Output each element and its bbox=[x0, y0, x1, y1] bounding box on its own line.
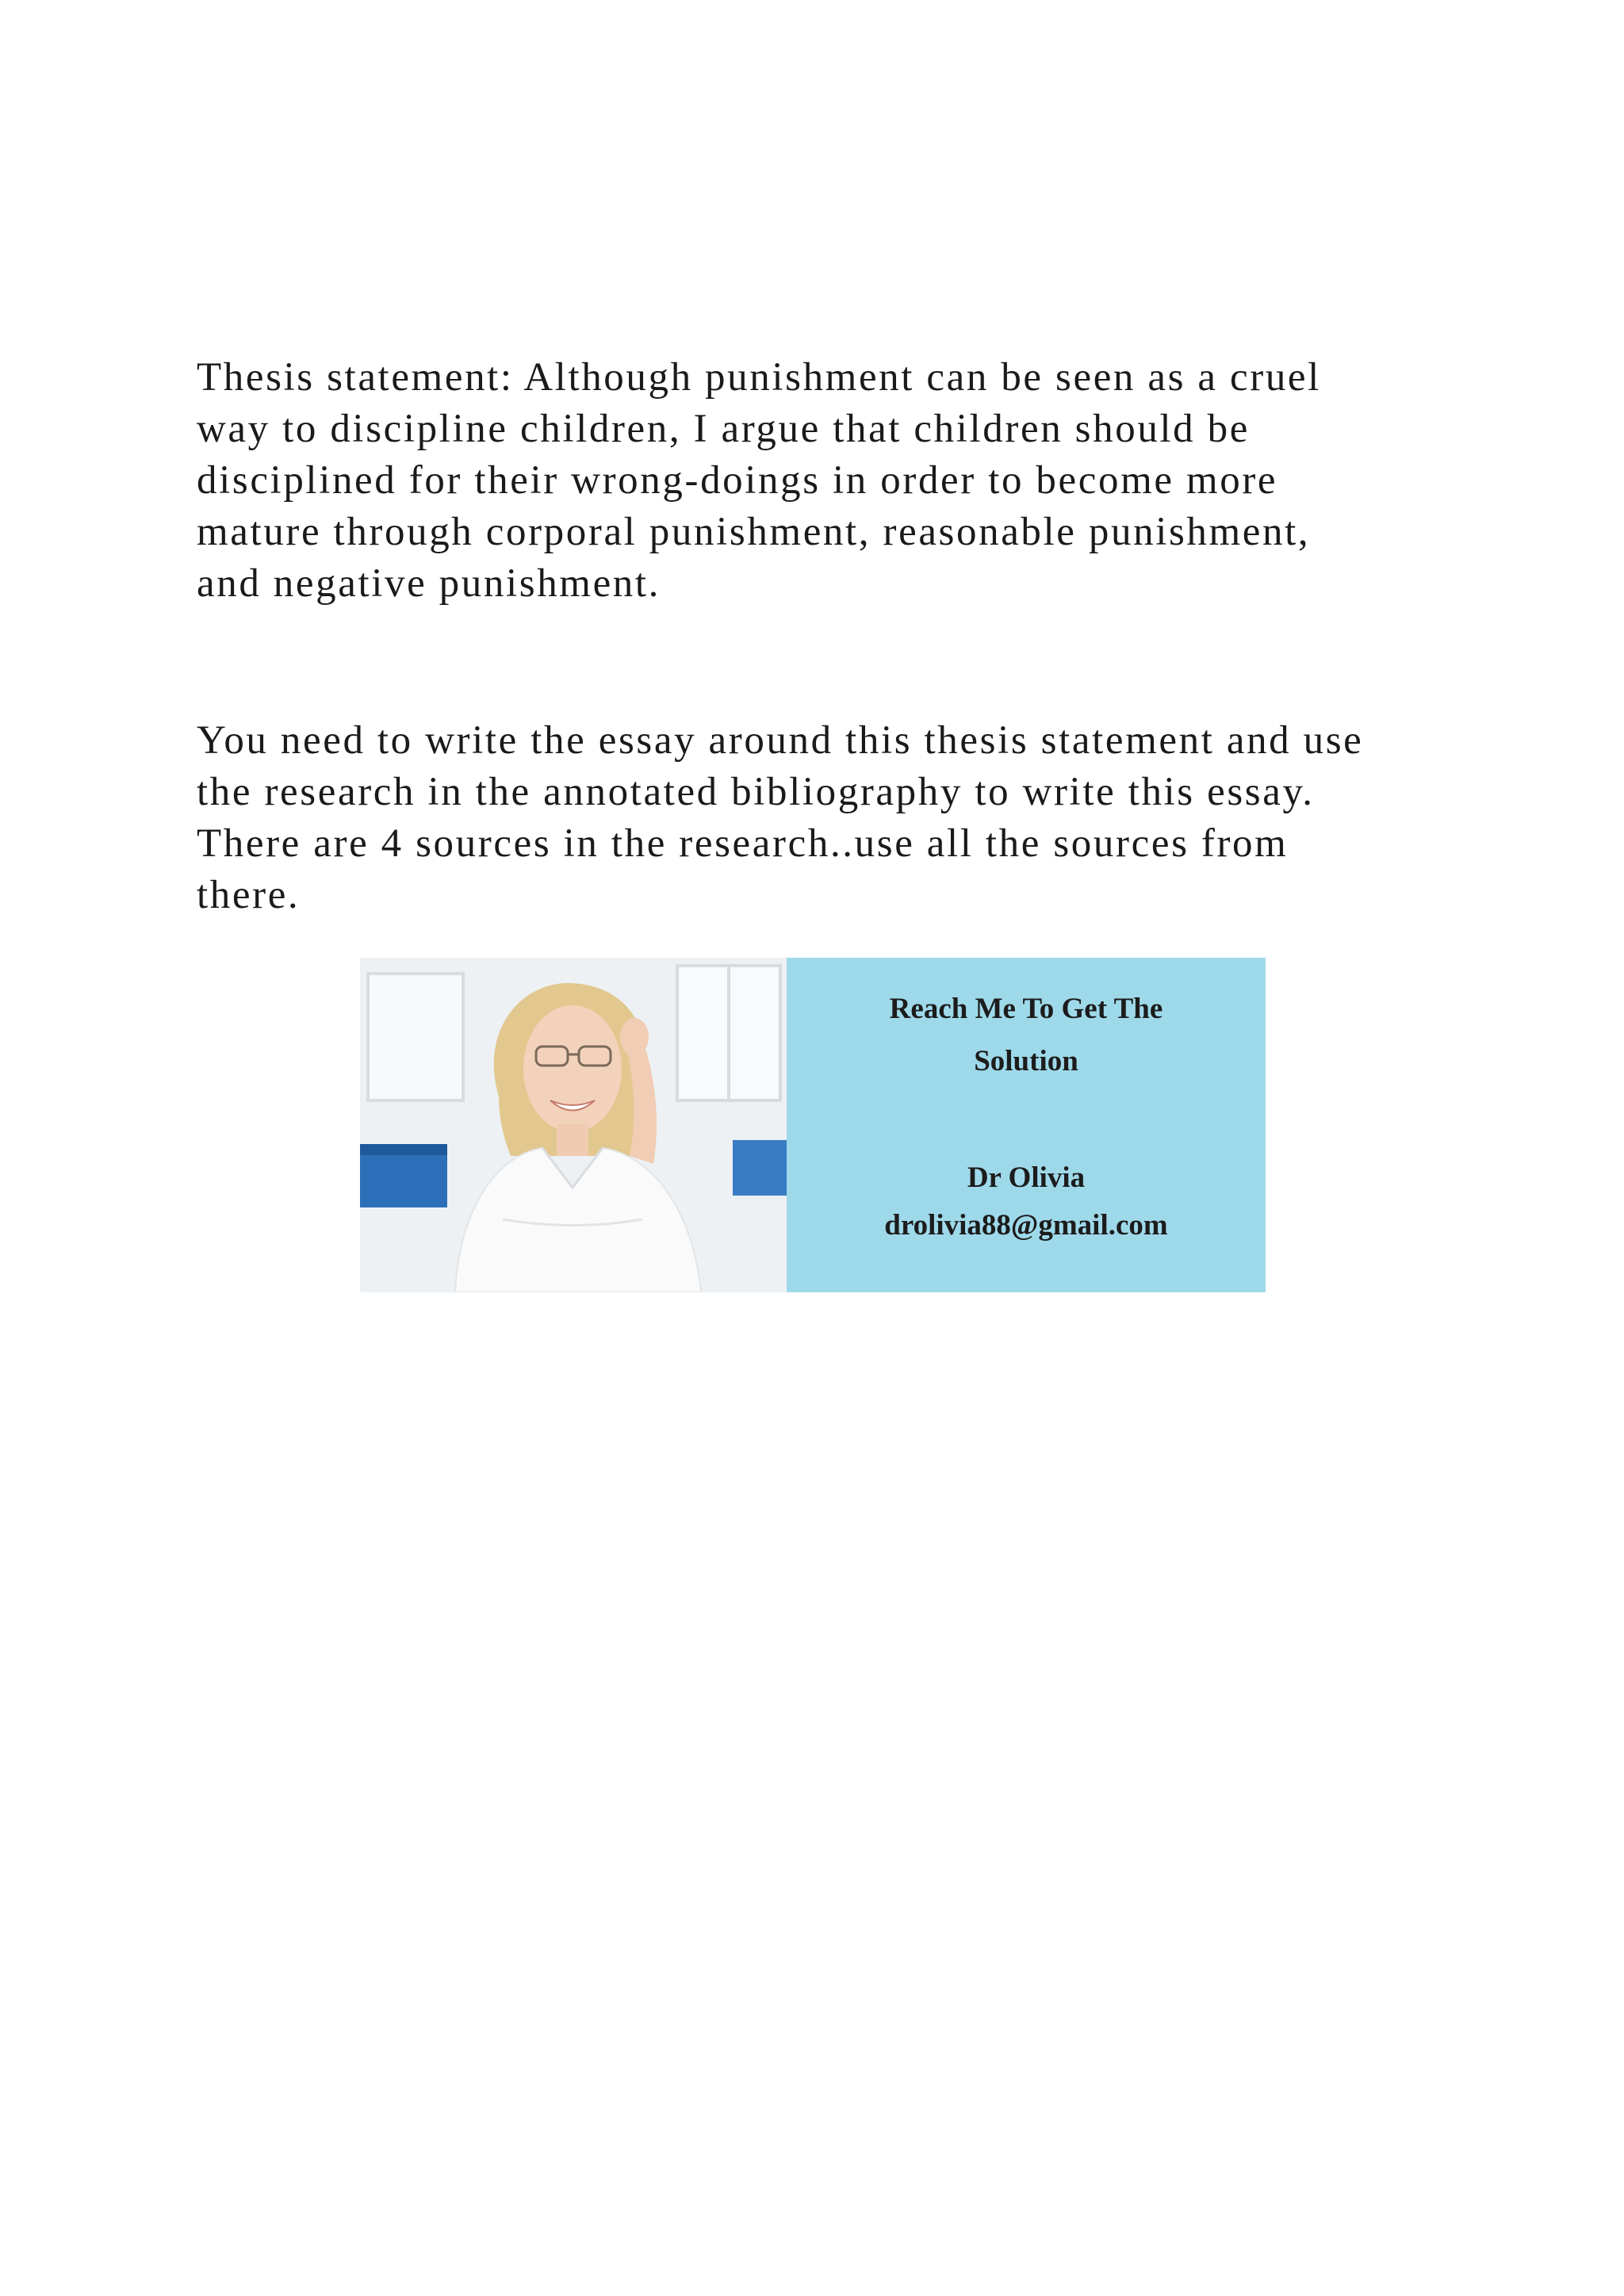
woman-photo-illustration bbox=[360, 958, 787, 1292]
instructions-line: the research in the annotated bibliography to write this essay. bbox=[197, 770, 1315, 814]
contact-banner bbox=[360, 958, 1266, 1292]
card-headline bbox=[787, 983, 1266, 1088]
thesis-line: Thesis statement: Although punishment can be seen as a cruel bbox=[197, 355, 1321, 400]
contact-email: drolivia88@gmail.com bbox=[884, 1209, 1168, 1242]
woman-photo bbox=[360, 958, 787, 1292]
thesis-line: and negative punishment. bbox=[197, 561, 661, 606]
instructions-line: You need to write the essay around this thesis statement and use bbox=[197, 718, 1364, 763]
card-headline-line: Solution bbox=[974, 1045, 1078, 1077]
instructions-line: there. bbox=[197, 873, 301, 917]
thesis-line: mature through corporal punishment, reasonable punishment, bbox=[197, 510, 1311, 554]
instructions-paragraph bbox=[197, 715, 1497, 921]
thesis-line: way to discipline children, I argue that children should be bbox=[197, 407, 1250, 451]
contact-card bbox=[787, 958, 1266, 1292]
instructions-line: There are 4 sources in the research..use all the sources from bbox=[197, 821, 1289, 866]
thesis-line: disciplined for their wrong-doings in order to become more bbox=[197, 458, 1278, 503]
thesis-paragraph bbox=[197, 352, 1497, 610]
contact-name: Dr Olivia bbox=[967, 1161, 1086, 1194]
card-headline-line: Reach Me To Get The bbox=[889, 993, 1163, 1025]
